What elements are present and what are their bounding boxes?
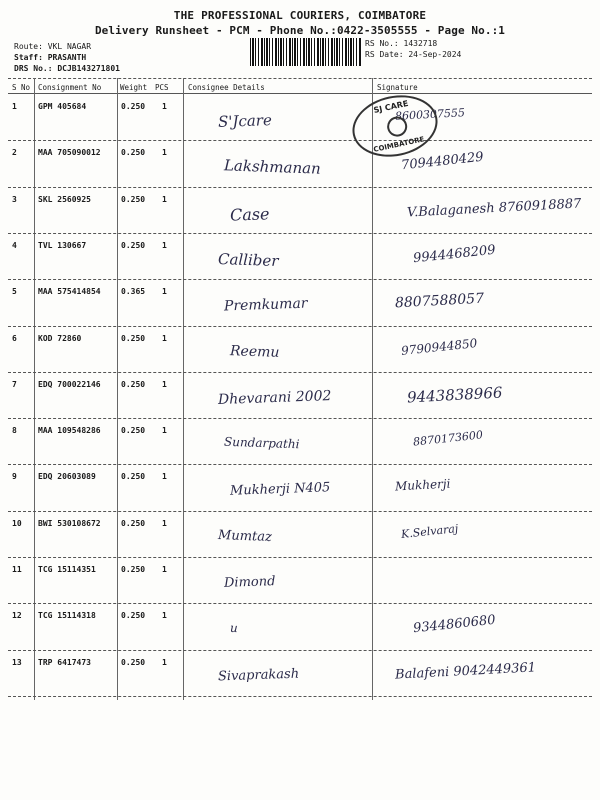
row-divider bbox=[8, 140, 592, 141]
row-divider bbox=[8, 603, 592, 604]
pcs-value: 1 bbox=[162, 102, 167, 111]
pcs-value: 1 bbox=[162, 379, 167, 389]
weight-value: 0.250 bbox=[121, 565, 146, 574]
divider bbox=[34, 78, 35, 700]
weight-value: 0.250 bbox=[121, 102, 146, 111]
consignment-number: TVL 130667 bbox=[38, 240, 87, 250]
weight-value: 0.250 bbox=[121, 472, 146, 482]
weight-value: 0.250 bbox=[121, 379, 146, 389]
barcode bbox=[250, 38, 362, 66]
consignment-number: MAA 575414854 bbox=[38, 287, 101, 297]
signature-handwriting: Balafeni 9042449361 bbox=[394, 659, 537, 683]
row-divider bbox=[8, 187, 592, 188]
consignee-handwriting: Premkumar bbox=[223, 295, 308, 315]
consignment-number: SKL 2560925 bbox=[38, 194, 91, 204]
weight-value: 0.250 bbox=[121, 333, 146, 343]
pcs-value: 1 bbox=[162, 148, 167, 158]
col-pcs: PCS bbox=[155, 83, 169, 92]
consignee-handwriting: Calliber bbox=[217, 249, 279, 270]
pcs-value: 1 bbox=[162, 518, 167, 528]
weight-value: 0.250 bbox=[121, 611, 146, 621]
row-divider bbox=[8, 464, 592, 465]
row-divider bbox=[8, 326, 592, 327]
pcs-value: 1 bbox=[162, 472, 167, 482]
sj-care-stamp bbox=[347, 88, 444, 165]
consignment-number: TCG 15114351 bbox=[38, 565, 96, 574]
pcs-value: 1 bbox=[162, 333, 167, 343]
row-divider bbox=[8, 696, 592, 697]
rs-date: RS Date: 24-Sep-2024 bbox=[365, 50, 462, 59]
row-divider bbox=[8, 557, 592, 558]
row-sno: 7 bbox=[12, 379, 17, 389]
signature-handwriting: 8870173600 bbox=[412, 428, 484, 449]
consignee-handwriting: Dhevarani 2002 bbox=[217, 387, 332, 408]
row-sno: 4 bbox=[12, 240, 17, 250]
consignee-handwriting: Mukherji N405 bbox=[229, 480, 331, 500]
weight-value: 0.365 bbox=[121, 287, 146, 297]
row-sno: 11 bbox=[12, 565, 22, 574]
consignment-number: EDQ 20603089 bbox=[38, 472, 96, 482]
consignment-number: KOD 72860 bbox=[38, 333, 82, 343]
row-sno: 1 bbox=[12, 102, 17, 111]
drs-number: DRS No.: DCJB143271801 bbox=[14, 64, 120, 73]
pcs-value: 1 bbox=[162, 565, 167, 574]
row-divider bbox=[8, 650, 592, 651]
stamp-top-text: SJ CARE bbox=[372, 98, 410, 115]
consignee-handwriting: Mumtaz bbox=[217, 527, 273, 545]
consignee-handwriting: Lakshmanan bbox=[223, 156, 322, 178]
pcs-value: 1 bbox=[162, 287, 167, 297]
signature-handwriting: 9944468209 bbox=[412, 242, 497, 267]
stamp-bottom-text: COIMBATORE bbox=[372, 135, 426, 154]
signature-handwriting: 8807588057 bbox=[394, 290, 485, 312]
consignee-handwriting: Case bbox=[229, 203, 270, 225]
pcs-value: 1 bbox=[162, 611, 167, 621]
header-top-rule bbox=[8, 78, 592, 79]
pcs-value: 1 bbox=[162, 657, 167, 667]
divider bbox=[117, 78, 118, 700]
staff-label: Staff: PRASANTH bbox=[14, 53, 87, 62]
company-title: THE PROFESSIONAL COURIERS, COIMBATORE bbox=[173, 9, 427, 22]
col-signature: Signature bbox=[377, 83, 418, 92]
pcs-value: 1 bbox=[162, 426, 167, 436]
consignee-handwriting: u bbox=[229, 621, 238, 636]
consignment-number: MAA 705090012 bbox=[38, 148, 101, 158]
col-consignee: Consignee Details bbox=[188, 83, 265, 92]
route-label: Route: VKL NAGAR bbox=[14, 42, 92, 51]
weight-value: 0.250 bbox=[121, 518, 146, 528]
row-divider bbox=[8, 279, 592, 280]
stamp-logo-icon bbox=[385, 115, 409, 139]
header-bottom-rule bbox=[8, 93, 592, 94]
weight-value: 0.250 bbox=[121, 194, 146, 204]
signature-handwriting: 9344860680 bbox=[412, 613, 497, 637]
signature-handwriting: 8600307555 bbox=[394, 106, 466, 123]
consignee-handwriting: Sivaprakash bbox=[217, 666, 300, 685]
divider bbox=[372, 78, 373, 700]
row-divider bbox=[8, 511, 592, 512]
signature-handwriting: 9443838966 bbox=[406, 383, 503, 407]
row-divider bbox=[8, 233, 592, 234]
consignee-handwriting: Reemu bbox=[229, 342, 280, 361]
consignment-number: TRP 6417473 bbox=[38, 657, 91, 667]
consignment-number: BWI 530108672 bbox=[38, 518, 101, 528]
signature-handwriting: Mukherji bbox=[394, 476, 451, 494]
consignee-handwriting: Sundarpathi bbox=[223, 434, 300, 452]
weight-value: 0.250 bbox=[121, 657, 146, 667]
signature-handwriting: V.Balaganesh 8760918887 bbox=[406, 196, 582, 221]
row-sno: 10 bbox=[12, 518, 22, 528]
col-sno: S No bbox=[12, 83, 31, 92]
row-sno: 12 bbox=[12, 611, 22, 621]
col-consignment: Consignment No bbox=[38, 83, 102, 92]
weight-value: 0.250 bbox=[121, 426, 146, 436]
consignment-number: TCG 15114318 bbox=[38, 611, 96, 621]
consignment-number: GPM 405684 bbox=[38, 102, 87, 111]
divider bbox=[183, 78, 184, 700]
weight-value: 0.250 bbox=[121, 240, 146, 250]
consignment-number: EDQ 700022146 bbox=[38, 379, 101, 389]
consignment-number: MAA 109548286 bbox=[38, 426, 101, 436]
weight-value: 0.250 bbox=[121, 148, 146, 158]
pcs-value: 1 bbox=[162, 240, 167, 250]
row-divider bbox=[8, 418, 592, 419]
row-sno: 9 bbox=[12, 472, 17, 482]
rs-number: RS No.: 1432718 bbox=[365, 39, 438, 48]
signature-handwriting: 7094480429 bbox=[400, 150, 485, 174]
pcs-value: 1 bbox=[162, 194, 167, 204]
row-sno: 6 bbox=[12, 333, 17, 343]
row-sno: 5 bbox=[12, 287, 17, 297]
row-sno: 13 bbox=[12, 657, 22, 667]
signature-handwriting: K.Selvaraj bbox=[400, 521, 459, 541]
col-weight: Weight bbox=[120, 83, 148, 92]
row-sno: 2 bbox=[12, 148, 17, 158]
row-divider bbox=[8, 372, 592, 373]
row-sno: 8 bbox=[12, 426, 17, 436]
row-sno: 3 bbox=[12, 194, 17, 204]
runsheet-title: Delivery Runsheet - PCM - Phone No.:0422-3505555 - Page No.:1 bbox=[94, 24, 506, 37]
signature-handwriting: 9790944850 bbox=[400, 335, 478, 358]
consignee-handwriting: S'Jcare bbox=[217, 111, 273, 131]
consignee-handwriting: Dimond bbox=[223, 574, 276, 591]
